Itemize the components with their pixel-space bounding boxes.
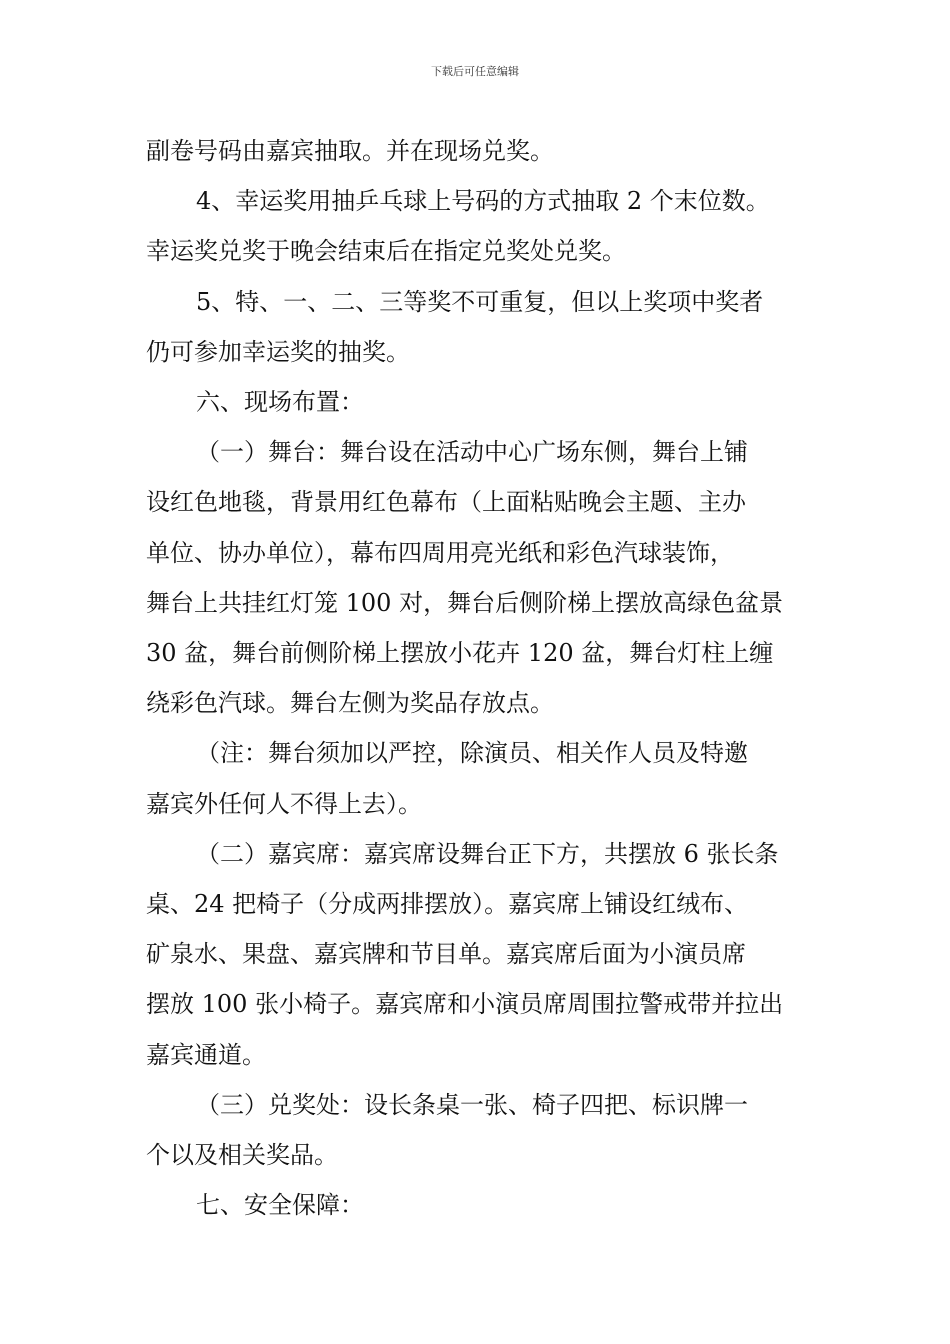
paragraph-ticket-draw (146, 126, 814, 176)
section-heading-venue-setup (146, 377, 814, 427)
text-line: 单位、协办单位），幕布四周用亮光纸和彩色汽球装饰， (146, 538, 734, 567)
text-line: （二）嘉宾席：嘉宾席设舞台正下方，共摆放 6 张长条 (196, 839, 779, 868)
paragraph-guest-seating (146, 829, 814, 1080)
text-line: 摆放 100 张小椅子。嘉宾席和小演员席周围拉警戒带并拉出 (146, 990, 784, 1019)
text-line: 舞台上共挂红灯笼 100 对，舞台后侧阶梯上摆放高绿色盆景 (146, 588, 784, 617)
text-line: 4、幸运奖用抽乒乓球上号码的方式抽取 2 个末位数。 (196, 187, 770, 216)
text-line: 设红色地毯，背景用红色幕布（上面粘贴晚会主题、主办 (146, 488, 746, 517)
text-line: （三）兑奖处：设长条桌一张、椅子四把、标识牌一 (196, 1090, 748, 1119)
section-heading: 六、现场布置： (196, 388, 364, 417)
document-body (146, 126, 814, 1230)
text-line: （一）舞台：舞台设在活动中心广场东侧，舞台上铺 (196, 438, 748, 467)
text-line: 副卷号码由嘉宾抽取。并在现场兑奖。 (146, 137, 554, 165)
paragraph-prize-desk (146, 1080, 814, 1180)
paragraph-prize-rules (146, 277, 814, 377)
text-line: 嘉宾通道。 (146, 1040, 266, 1069)
text-line: 桌、24 把椅子（分成两排摆放）。嘉宾席上铺设红绒布、 (146, 890, 749, 919)
text-line: 绕彩色汽球。舞台左侧为奖品存放点。 (146, 689, 554, 718)
text-line: （注：舞台须加以严控，除演员、相关作人员及特邀 (196, 739, 748, 768)
text-line: 30 盆，舞台前侧阶梯上摆放小花卉 120 盆，舞台灯柱上缠 (146, 639, 774, 668)
text-line: 个以及相关奖品。 (146, 1141, 338, 1170)
page-header-note: 下载后可任意编辑 (431, 65, 519, 78)
section-heading: 七、安全保障： (196, 1191, 364, 1220)
text-line: 5、特、一、二、三等奖不可重复，但以上奖项中奖者 (196, 287, 764, 316)
text-line: 仍可参加幸运奖的抽奖。 (146, 337, 410, 366)
section-heading-safety (146, 1180, 814, 1230)
paragraph-stage-note (146, 728, 814, 828)
paragraph-stage (146, 427, 814, 728)
text-line: 矿泉水、果盘、嘉宾牌和节目单。嘉宾席后面为小演员席 (146, 940, 746, 969)
text-line: 嘉宾外任何人不得上去）。 (146, 789, 422, 818)
text-line: 幸运奖兑奖于晚会结束后在指定兑奖处兑奖。 (146, 237, 626, 266)
paragraph-lucky-prize (146, 176, 814, 276)
